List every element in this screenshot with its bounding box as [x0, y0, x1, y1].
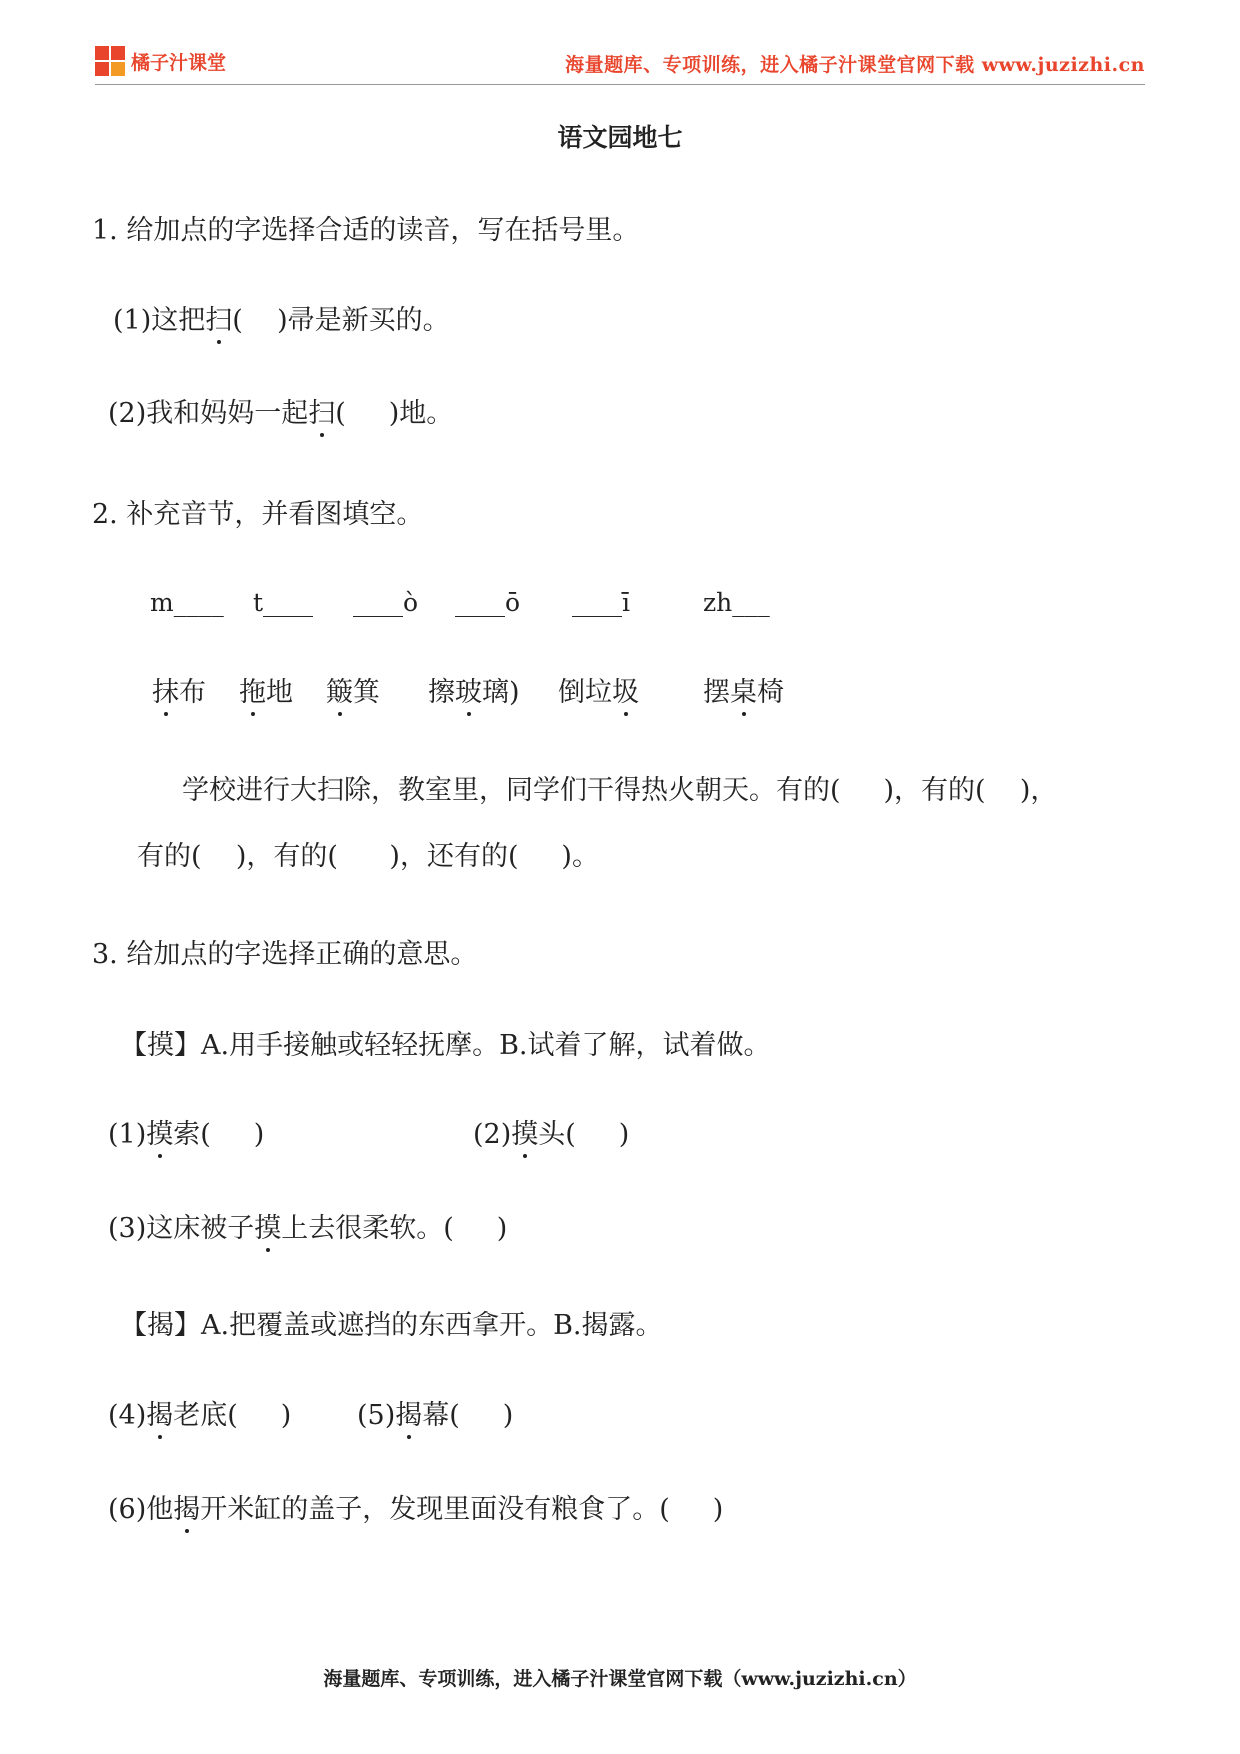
- q1-heading: 1. 给加点的字选择合适的读音，写在括号里。: [92, 215, 640, 246]
- pinyin-blank-4: ____ō: [455, 588, 521, 617]
- page-header: [95, 40, 1145, 85]
- word-4: 擦玻璃): [428, 670, 520, 709]
- header-slogan: 海量题库、专项训练，进入橘子汁课堂官网下载 www.juzizhi.cn: [565, 54, 1145, 76]
- q3-heading: 3. 给加点的字选择正确的意思。: [92, 939, 478, 970]
- pinyin-blank-3: ____ò: [353, 588, 419, 617]
- q3-item-3: (3)这床被子摸上去很柔软。( ): [108, 1206, 507, 1245]
- pinyin-blank-5: ____ī: [572, 588, 630, 617]
- definition-jie: 【揭】A.把覆盖或遮挡的东西拿开。B.揭露。: [120, 1310, 663, 1341]
- q3-item-4: (4)揭老底( ): [108, 1393, 291, 1432]
- brand-logo: [95, 46, 226, 76]
- q2-heading: 2. 补充音节，并看图填空。: [92, 499, 424, 530]
- q3-item-5: (5)揭幕( ): [357, 1393, 513, 1432]
- pinyin-blank-6: zh___: [703, 588, 770, 617]
- q2-paragraph-line-1: 学校进行大扫除，教室里，同学们干得热火朝天。有的( )，有的( )，: [182, 775, 1058, 806]
- q3-item-1: (1)摸索( ): [108, 1112, 264, 1151]
- word-1: 抹布: [152, 670, 206, 709]
- word-3: 簸箕: [326, 670, 380, 709]
- q3-item-6: (6)他揭开米缸的盖子，发现里面没有粮食了。( ): [108, 1487, 723, 1526]
- q2-paragraph-line-2: 有的( )，有的( )，还有的( )。: [137, 841, 599, 872]
- definition-mo: 【摸】A.用手接触或轻轻抚摩。B.试着了解，试着做。: [120, 1030, 771, 1061]
- pinyin-blank-2: t____: [253, 588, 314, 617]
- word-5: 倒垃圾: [558, 670, 639, 709]
- page-footer: 海量题库、专项训练，进入橘子汁课堂官网下载（www.juzizhi.cn）: [323, 1668, 917, 1690]
- pinyin-blank-1: m____: [150, 588, 224, 617]
- q3-item-2: (2)摸头( ): [473, 1112, 629, 1151]
- logo-text: 橘子汁课堂: [131, 51, 227, 74]
- word-2: 拖地: [239, 670, 293, 709]
- word-6: 摆桌椅: [703, 670, 784, 709]
- q1-item-1: (1)这把扫( )帚是新买的。: [113, 298, 450, 337]
- q1-item-2: (2)我和妈妈一起扫( )地。: [108, 391, 453, 430]
- logo-squares-icon: [95, 46, 125, 76]
- page-title: 语文园地七: [557, 123, 683, 152]
